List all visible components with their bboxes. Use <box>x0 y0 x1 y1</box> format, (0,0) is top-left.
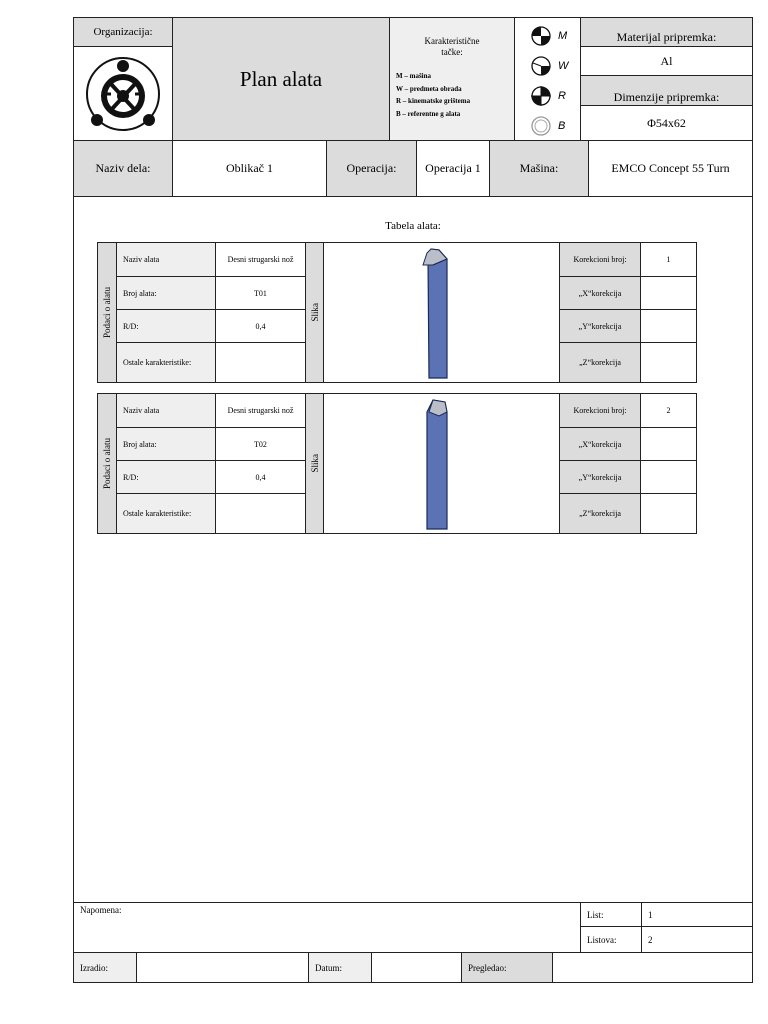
made-by-value[interactable] <box>136 952 309 983</box>
material-value: Al <box>580 46 753 76</box>
symbol-b-letter: B <box>558 120 566 132</box>
sheet-value: 1 <box>641 902 753 927</box>
page-title: Plan alata <box>172 17 390 141</box>
char-point-r: R – kinematske grištema <box>396 97 471 105</box>
symbol-w-letter: W <box>558 60 569 72</box>
tool-reference-icon <box>530 115 552 137</box>
tool-2-y-label: „Y“korekcija <box>559 460 641 494</box>
tool-1-image <box>323 242 560 383</box>
organization-logo <box>73 46 173 141</box>
sheets-label: Listova: <box>580 926 642 953</box>
tool-2-image <box>323 393 560 534</box>
turning-tool-icon <box>417 396 467 531</box>
tool-1-image-label <box>305 242 324 383</box>
characteristic-points-panel <box>389 17 515 141</box>
char-point-w: W – predmeta obrada <box>396 84 462 93</box>
reviewed-label: Pregledao: <box>461 952 553 983</box>
tool-2-x-value[interactable] <box>640 427 697 461</box>
sheets-value: 2 <box>641 926 753 953</box>
tool-block-2 <box>97 393 697 534</box>
tool-2-image-text: Slika <box>309 454 320 473</box>
dimensions-label: Dimenzije pripremka: <box>580 75 753 106</box>
tool-2-other-value <box>215 493 306 534</box>
tool-2-x-label: „X“korekcija <box>559 427 641 461</box>
turning-tool-icon <box>417 245 467 380</box>
tool-1-z-label: „Z“korekcija <box>559 342 641 383</box>
tool-2-z-label: „Z“korekcija <box>559 493 641 534</box>
tool-1-side-text: Podaci o alatu <box>102 287 112 338</box>
part-name-label: Naziv dela: <box>73 140 173 197</box>
part-name-value: Oblikač 1 <box>172 140 327 197</box>
tool-1-rd-label: R/D: <box>116 309 216 343</box>
symbol-m-letter: M <box>558 30 568 42</box>
tool-2-name-label: Naziv alata <box>116 393 216 428</box>
reference-point-icon <box>530 85 552 107</box>
workpiece-zero-icon <box>530 55 552 77</box>
note-label: Napomena: <box>80 905 122 915</box>
tool-2-correction-label: Korekcioni broj: <box>559 393 641 428</box>
material-label: Materijal pripremka: <box>580 17 753 47</box>
sheet-label: List: <box>580 902 642 927</box>
symbol-r <box>530 85 566 107</box>
tool-2-y-value[interactable] <box>640 460 697 494</box>
tool-1-side-label <box>97 242 117 383</box>
tool-2-side-label <box>97 393 117 534</box>
reviewed-value[interactable] <box>552 952 753 983</box>
tool-1-rd-value: 0,4 <box>215 309 306 343</box>
tool-2-image-label <box>305 393 324 534</box>
tool-block-1 <box>97 242 697 383</box>
operation-value: Operacija 1 <box>416 140 490 197</box>
characteristic-points-title: Karakteristične tačke: <box>424 36 480 57</box>
date-value[interactable] <box>371 952 462 983</box>
tool-1-x-value[interactable] <box>640 276 697 310</box>
dimensions-value: Φ54x62 <box>580 105 753 141</box>
tool-1-y-label: „Y“korekcija <box>559 309 641 343</box>
tool-table-title: Tabela alata: <box>385 220 441 232</box>
tool-2-other-label: Ostale karakteristike: <box>116 493 216 534</box>
tool-1-number-label: Broj alata: <box>116 276 216 310</box>
tool-1-correction-value: 1 <box>640 242 697 277</box>
tool-2-number-value: T02 <box>215 427 306 461</box>
machine-label: Mašina: <box>489 140 589 197</box>
tool-1-y-value[interactable] <box>640 309 697 343</box>
symbol-b <box>530 115 565 137</box>
tool-2-rd-value: 0,4 <box>215 460 306 494</box>
tool-1-name-label: Naziv alata <box>116 242 216 277</box>
tool-1-other-value <box>215 342 306 383</box>
university-seal-icon <box>83 54 163 134</box>
tool-2-side-text: Podaci o alatu <box>102 438 112 489</box>
machine-value: EMCO Concept 55 Turn <box>588 140 753 197</box>
tool-2-rd-label: R/D: <box>116 460 216 494</box>
machine-zero-icon <box>530 25 552 47</box>
tool-2-z-value[interactable] <box>640 493 697 534</box>
tool-2-name-value: Desni strugarski nož <box>215 393 306 428</box>
operation-label: Operacija: <box>326 140 417 197</box>
char-point-m: M – mašina <box>396 72 431 80</box>
tool-1-other-label: Ostale karakteristike: <box>116 342 216 383</box>
made-by-label: Izradio: <box>73 952 137 983</box>
symbol-m <box>530 25 567 47</box>
tool-2-number-label: Broj alata: <box>116 427 216 461</box>
organization-label: Organizacija: <box>73 17 173 47</box>
tool-1-z-value[interactable] <box>640 342 697 383</box>
symbol-w <box>530 55 568 77</box>
characteristic-points-list <box>390 70 514 120</box>
tool-1-x-label: „X“korekcija <box>559 276 641 310</box>
tool-1-correction-label: Korekcioni broj: <box>559 242 641 277</box>
tool-1-number-value: T01 <box>215 276 306 310</box>
tool-2-correction-value: 2 <box>640 393 697 428</box>
symbol-r-letter: R <box>558 90 566 102</box>
tool-1-name-value: Desni strugarski nož <box>215 242 306 277</box>
tool-1-image-text: Slika <box>309 303 320 322</box>
date-label: Datum: <box>308 952 372 983</box>
char-point-b: B – referentne g alata <box>396 109 461 118</box>
